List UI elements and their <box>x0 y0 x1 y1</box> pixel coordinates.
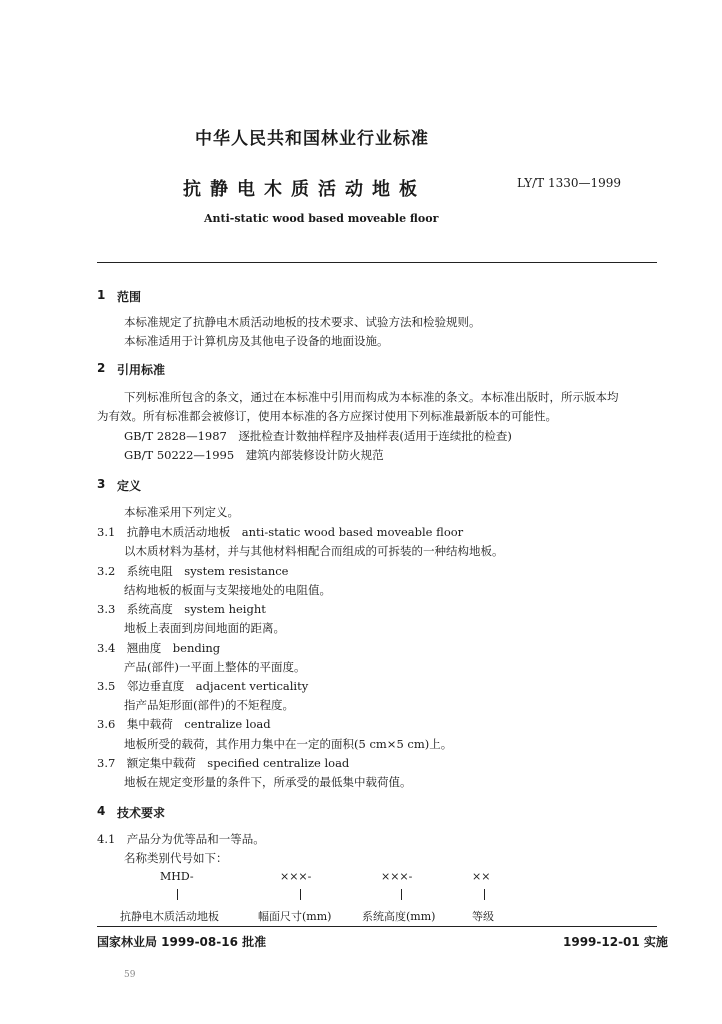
reference-gb-2828: GB/T 2828—1987 逐批检查计数抽样程序及抽样表(适用于连续批的检查) <box>124 429 512 443</box>
section-2-heading: 引用标准 <box>117 363 166 377</box>
definition-3-1-text: 以木质材料为基材，并与其他材料相配合而组成的可拆装的一种结构地板。 <box>124 544 504 558</box>
definition-3-1-term: 3.1 抗静电木质活动地板 anti-static wood based moveable floor <box>97 525 464 539</box>
section-4-number: 4 <box>97 804 106 818</box>
code-part-size: ×××- <box>280 870 312 883</box>
code-connector-4 <box>484 889 485 900</box>
definition-3-7-term: 3.7 额定集中载荷 specified centralize load <box>97 756 350 770</box>
code-part-height: ×××- <box>381 870 413 883</box>
document-title: 抗静电木质活动地板 <box>183 179 426 200</box>
code-connector-3 <box>401 889 402 900</box>
section-3-number: 3 <box>97 477 106 491</box>
section-3-heading: 定义 <box>117 479 142 493</box>
code-connector-2 <box>300 889 301 900</box>
definition-3-7-text: 地板在规定变形量的条件下，所承受的最低集中载荷值。 <box>124 775 412 789</box>
category-code-intro: 名称类别代号如下： <box>124 851 228 865</box>
code-label-grade: 等级 <box>472 910 494 923</box>
section-3-intro: 本标准采用下列定义。 <box>124 505 239 519</box>
code-connector-1 <box>177 889 178 900</box>
section-1-paragraph-2: 本标准适用于计算机房及其他电子设备的地面设施。 <box>124 334 389 348</box>
section-1-number: 1 <box>97 288 106 302</box>
code-label-floor: 抗静电木质活动地板 <box>120 910 219 923</box>
definition-3-2-term: 3.2 系统电阻 system resistance <box>97 564 289 578</box>
definition-3-2-text: 结构地板的板面与支架接地处的电阻值。 <box>124 583 331 597</box>
section-1-heading: 范围 <box>117 290 142 304</box>
code-label-size: 幅面尺寸(mm) <box>258 910 332 923</box>
code-part-grade: ×× <box>472 870 491 883</box>
definition-3-6-term: 3.6 集中载荷 centralize load <box>97 717 271 731</box>
definition-3-3-term: 3.3 系统高度 system height <box>97 602 266 616</box>
definition-3-5-text: 指产品矩形面(部件)的不矩程度。 <box>124 698 294 712</box>
definition-3-5-term: 3.5 邻边垂直度 adjacent verticality <box>97 679 309 693</box>
footer-rule <box>97 926 657 927</box>
reference-gb-50222: GB/T 50222—1995 建筑内部装修设计防火规范 <box>124 448 384 462</box>
header-rule <box>97 262 657 263</box>
definition-3-3-text: 地板上表面到房间地面的距离。 <box>124 621 285 635</box>
definition-3-4-term: 3.4 翘曲度 bending <box>97 641 221 655</box>
standard-number: LY/T 1330—1999 <box>517 176 622 190</box>
page-number: 59 <box>124 970 136 980</box>
code-label-height: 系统高度(mm) <box>362 910 436 923</box>
clause-4-1: 4.1 产品分为优等品和一等品。 <box>97 832 265 846</box>
section-1-paragraph-1: 本标准规定了抗静电木质活动地板的技术要求、试验方法和检验规则。 <box>124 315 481 329</box>
code-part-mhd: MHD- <box>160 870 194 883</box>
section-2-paragraph-line-1: 下列标准所包含的条文，通过在本标准中引用而构成为本标准的条文。本标准出版时，所示版本均 <box>124 390 619 404</box>
section-4-heading: 技术要求 <box>117 806 166 820</box>
section-2-number: 2 <box>97 361 106 375</box>
section-2-paragraph-line-2: 为有效。所有标准都会被修订，使用本标准的各方应探讨使用下列标准最新版本的可能性。 <box>97 409 557 423</box>
issuing-organization-title: 中华人民共和国林业行业标准 <box>195 129 429 149</box>
approval-date: 国家林业局 1999-08-16 批准 <box>97 935 267 949</box>
definition-3-6-text: 地板所受的载荷，其作用力集中在一定的面积(5 cm×5 cm)上。 <box>124 737 453 751</box>
definition-3-4-text: 产品(部件)一平面上整体的平面度。 <box>124 660 306 674</box>
english-title: Anti-static wood based moveable floor <box>204 212 439 225</box>
implementation-date: 1999-12-01 实施 <box>563 935 668 949</box>
